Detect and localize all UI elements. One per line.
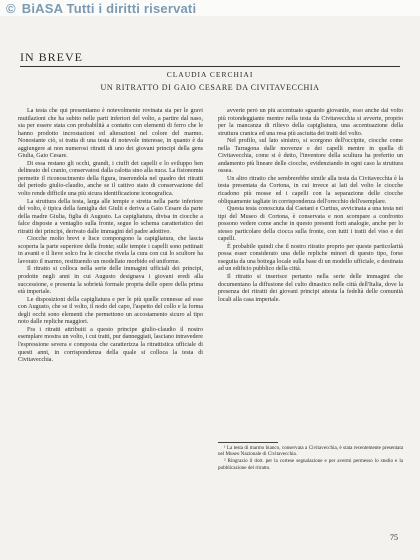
footnote: ² Ringrazio il dott. per la cortese segnalazione e per avermi permesso lo studio e la pubblicazione del ritratto. xyxy=(218,458,403,471)
paragraph: La struttura della testa, larga alle tempie e stretta nella parte inferiore del volto, è tipica della famiglia dei Giulii e deriva a Gaio Cesare da parte della madre Giulia, figlia di Augusto. La capigliatura, divisa in ciocche a falce disposte a ventaglio sulla fronte, segue lo schema caratteristico dei ritratti dei principi, derivato dalle immagini del padre adottivo. xyxy=(18,198,203,235)
paragraph: Un altro ritratto che sembrerebbe simile alla testa da Civitavecchia è la testa presentata da Cortona, in cui invece ai lati del volto le ciocche ricadono più mosse ed i capelli con la separazione delle ciocche obliquamente tagliate in corrispondenza dell'orecchio dell'esemplare. xyxy=(218,175,403,205)
paragraph: Fra i ritratti attribuiti a questo principe giulio-claudio il nostro esemplare mostra un volto, i cui tratti, pur danneggiati, lasciano intravedere l'espressione severa e composta che caratterizza la ritrattistica ufficiale di questi anni, in corrispondenza della quale si colloca la testa di Civitavecchia. xyxy=(18,326,203,364)
paragraph: Di essa restano gli occhi, grandi, i ciuffi dei capelli e lo sviluppo ben delineato del cranio, conservatosi dalla calotta sino alla nuca. La fisionomia permette il riconoscimento della figura, inserendola nel quadro dei ritratti del periodo giulio-claudio, anche se il cattivo stato di conservazione del volto rende difficile una più sicura identificazione iconografica. xyxy=(18,160,203,198)
page-number: 75 xyxy=(390,533,398,542)
footnote-divider xyxy=(218,442,278,443)
copyright-symbol: © xyxy=(6,0,16,16)
paragraph: Questa testa conosciuta dal Caetani e Curtius, avvicinata a una testa nei tipi del Museo di Cortona, è conservata e non scompare a confronto possono vedere come anche in questo presenti forti analogie, anche per lo stesso particolare della ciocca sulla fronte, con tutti i tratti del viso e dei capelli. xyxy=(218,206,403,243)
section-rubric: IN BREVE xyxy=(20,50,400,67)
left-column xyxy=(18,108,203,365)
footnote: ¹ La testa di marmo bianco, conservata a Civitavecchia, è stata recentemente presentata nel Museo Nazionale di Civitavecchia. xyxy=(218,445,403,458)
paragraph: Ciocche molto brevi e lisce compongono la capigliatura, che lascia scoperta la parte superiore della fronte; sulle tempie i capelli sono pettinati in avanti e il lieve solco fra le ciocche rivela la cura con cui lo scultore ha lavorato il marmo, restituendo un modellato morbido ed uniforme. xyxy=(18,236,203,265)
paragraph: Nel profilo, sul lato sinistro, si scorgono dell'occipite, ciocche come nella Tarragona dalle movenze e dei capelli mentre in quella di Civitavecchia, come si è detto, l'inventore della scultura ha preferito un andamento più lineare delle ciocche, evidenziando in ogni caso la struttura ossea. xyxy=(218,138,403,175)
paragraph: Il ritratto si colloca nella serie delle immagini ufficiali dei principi, prodotte negli anni in cui Augusto designava i giovani eredi alla successione, e presenta la sobrietà formale propria delle opere della prima età imperiale. xyxy=(18,266,203,296)
paragraph: Il ritratto si inserisce pertanto nella serie delle immagini che documentano la diffusione del culto dinastico nelle città dell'Italia, dove la presenza dei ritratti dei giovani principi attesta la fedeltà delle comunità locali alla casa imperiale. xyxy=(218,274,403,303)
right-column xyxy=(218,108,403,438)
footnotes xyxy=(218,445,403,472)
article-title: UN RITRATTO DI GAIO CESARE DA CIVITAVECCHIA xyxy=(100,83,320,92)
paragraph: Le disposizioni della capigliatura e per le più quelle connesse ad esse con Augusto, che se il volto, il nodo del capo, l'aspetto del collo e la forma degli occhi sono elementi che permettono un accostamento sicuro al tipo noto dalle repliche maggiori. xyxy=(18,296,203,326)
watermark-banner xyxy=(0,0,420,16)
paragraph: È probabile quindi che il nostro ritratto proprio per queste particolarità possa esser considerato una delle repliche minori di questo tipo, forse eseguita da una bottega locale sulla base di un modello ufficiale, e destinata ad un edificio pubblico della città. xyxy=(218,243,403,273)
paragraph: avverte però un più accentuato sguardo giovanile, esso anche dal volto più rotondeggiante mentre nella testa da Civitavecchia si avverte, proprio per la mancanza di rilievo della capigliatura, una accentuazione della struttura cranica ed una resa più asciutta dei tratti del volto. xyxy=(218,108,403,137)
watermark-text: BiASA Tutti i diritti riservati xyxy=(21,0,197,16)
paragraph: La testa che qui presentiamo è notevolmente rovinata sia per le gravi mutilazioni che ha subito nelle parti inferiori del volto, a partire dal naso, sia per essere stata con probabilità a contatto con elementi di ferro che le hanno prodotto incrostazioni ed alterazioni nel colore del marmo. Nonostante ciò, si tratta di una testa di notevole interesse, in quanto è da aggiungere ai non numerosi ritratti di uno dei giovani principi della gens Giulia, Gaio Cesare. xyxy=(18,108,203,160)
article-author: CLAUDIA CERCHIAI xyxy=(166,70,254,79)
